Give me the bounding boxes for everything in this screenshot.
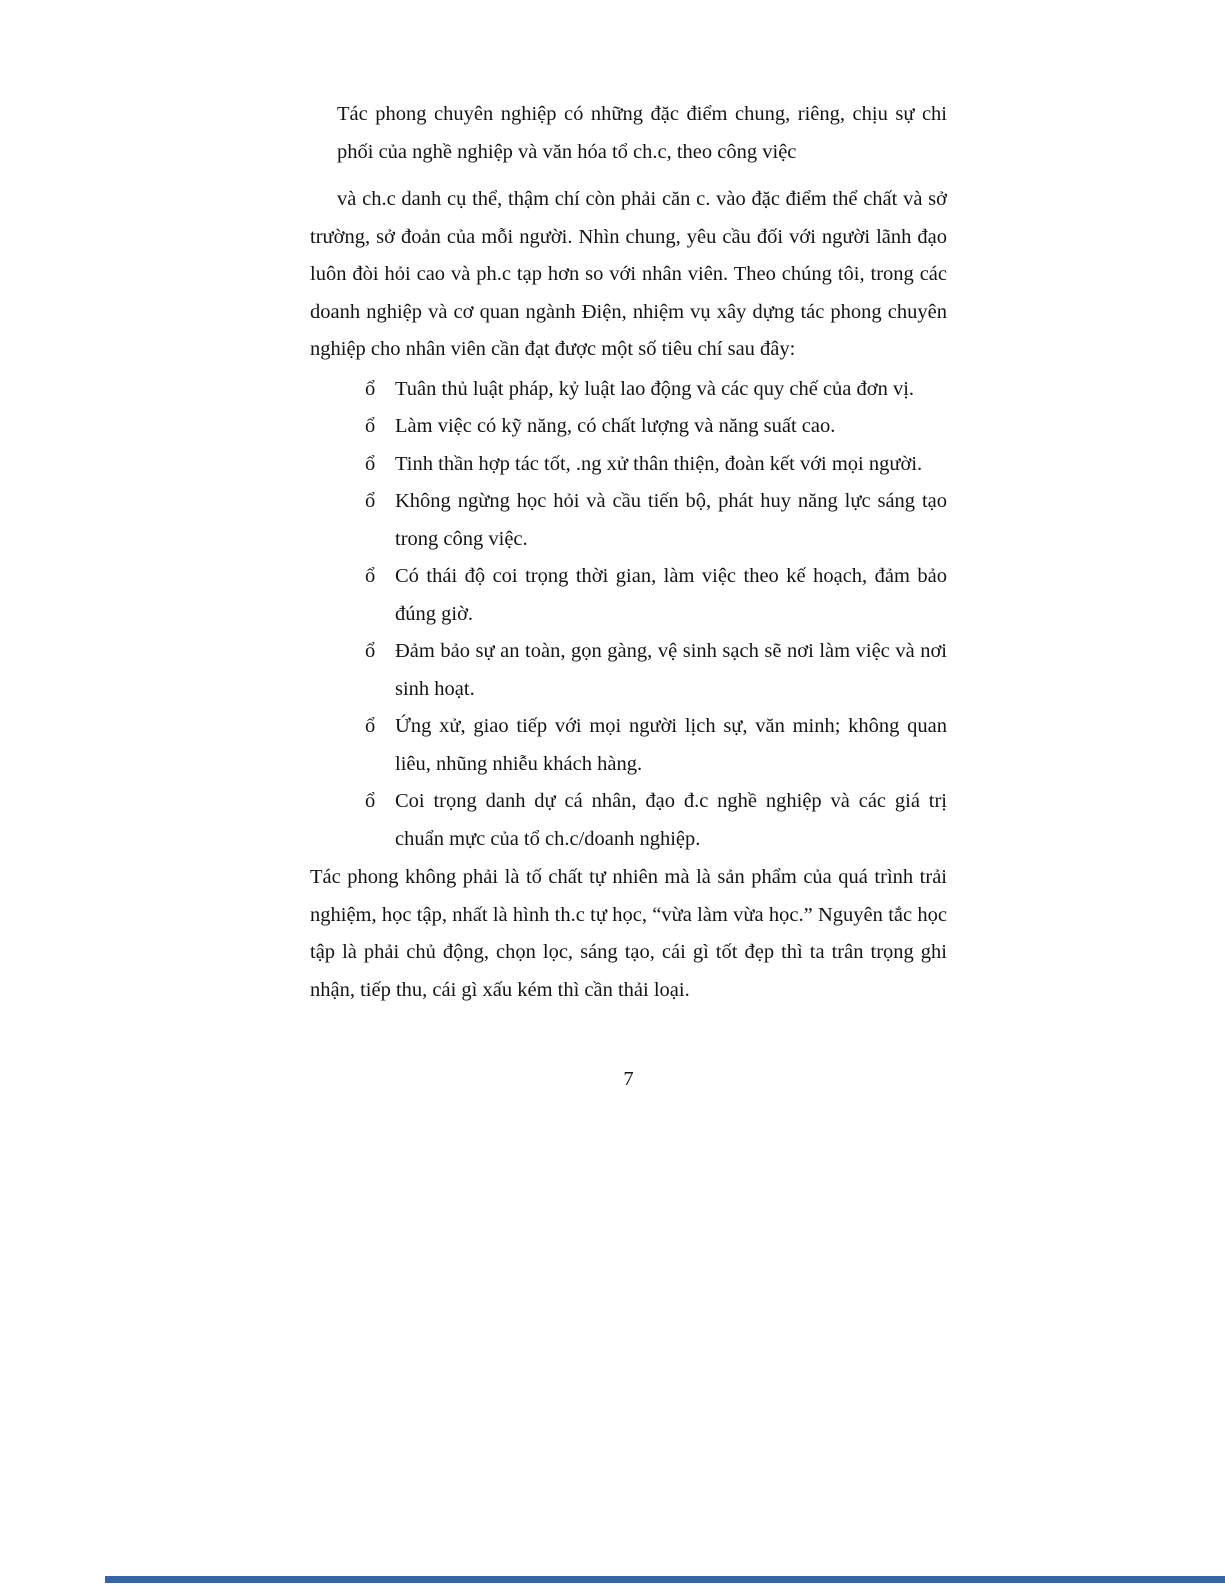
list-item xyxy=(365,371,947,409)
bullet-icon: ổ xyxy=(365,490,376,512)
list-item-text: Không ngừng học hỏi và cầu tiến bộ, phát huy năng lực sáng tạo trong công việc. xyxy=(395,490,947,550)
bullet-icon: ổ xyxy=(365,715,376,737)
paragraph-intro: Tác phong chuyên nghiệp có những đặc điểm chung, riêng, chịu sự chi phối của nghề nghiệp và văn hóa tổ ch.c, theo công việc xyxy=(337,103,947,163)
list-item-text: Coi trọng danh dự cá nhân, đạo đ.c nghề nghiệp và các giá trị chuẩn mực của tổ ch.c/doanh nghiệp. xyxy=(395,790,947,850)
bullet-icon: ổ xyxy=(365,790,376,812)
list-item-text: Tuân thủ luật pháp, kỷ luật lao động và các quy chế của đơn vị. xyxy=(395,377,915,400)
criteria-list xyxy=(365,371,947,859)
list-item-text: Tinh thần hợp tác tốt, .ng xử thân thiện, đoàn kết với mọi người. xyxy=(395,452,923,475)
list-item xyxy=(365,633,947,708)
bullet-icon: ổ xyxy=(365,640,376,662)
list-item xyxy=(365,708,947,783)
bullet-icon: ổ xyxy=(365,452,376,475)
page-number: 7 xyxy=(623,1068,634,1090)
list-item xyxy=(365,483,947,558)
list-item xyxy=(365,558,947,633)
bullet-icon: ổ xyxy=(365,415,376,437)
bottom-border-line xyxy=(105,1576,1225,1583)
list-item xyxy=(365,408,947,446)
list-item-text: Có thái độ coi trọng thời gian, làm việc theo kế hoạch, đảm bảo đúng giờ. xyxy=(395,565,947,625)
list-item-text: Đảm bảo sự an toàn, gọn gàng, vệ sinh sạch sẽ nơi làm việc và nơi sinh hoạt. xyxy=(395,640,947,700)
list-item xyxy=(365,446,947,484)
bullet-icon: ổ xyxy=(365,565,376,587)
list-item-text: Ứng xử, giao tiếp với mọi người lịch sự, văn minh; không quan liêu, nhũng nhiễu khách hàng. xyxy=(395,715,947,775)
bullet-icon: ổ xyxy=(365,377,376,400)
list-item xyxy=(365,783,947,858)
paragraph-closing: Tác phong không phải là tố chất tự nhiên mà là sản phẩm của quá trình trải nghiệm, học tập, nhất là hình th.c tự học, “vừa làm vừa học.” Nguyên tắc học tập là phải chủ động, chọn lọc, sáng tạo, cái gì tốt đẹp thì ta trân trọng ghi nhận, tiếp thu, cái gì xấu kém thì cần thải loại. xyxy=(310,866,947,1001)
list-item-text: Làm việc có kỹ năng, có chất lượng và năng suất cao. xyxy=(395,415,836,437)
paragraph-body: và ch.c danh cụ thể, thậm chí còn phải căn c. vào đặc điểm thể chất và sở trường, sở đoản của mỗi người. Nhìn chung, yêu cầu đối với người lãnh đạo luôn đòi hỏi cao và ph.c tạp hơn so với nhân viên. Theo chúng tôi, trong các doanh nghiệp và cơ quan ngành Điện, nhiệm vụ xây dựng tác phong chuyên nghiệp cho nhân viên cần đạt được một số tiêu chí sau đây: xyxy=(310,188,947,360)
